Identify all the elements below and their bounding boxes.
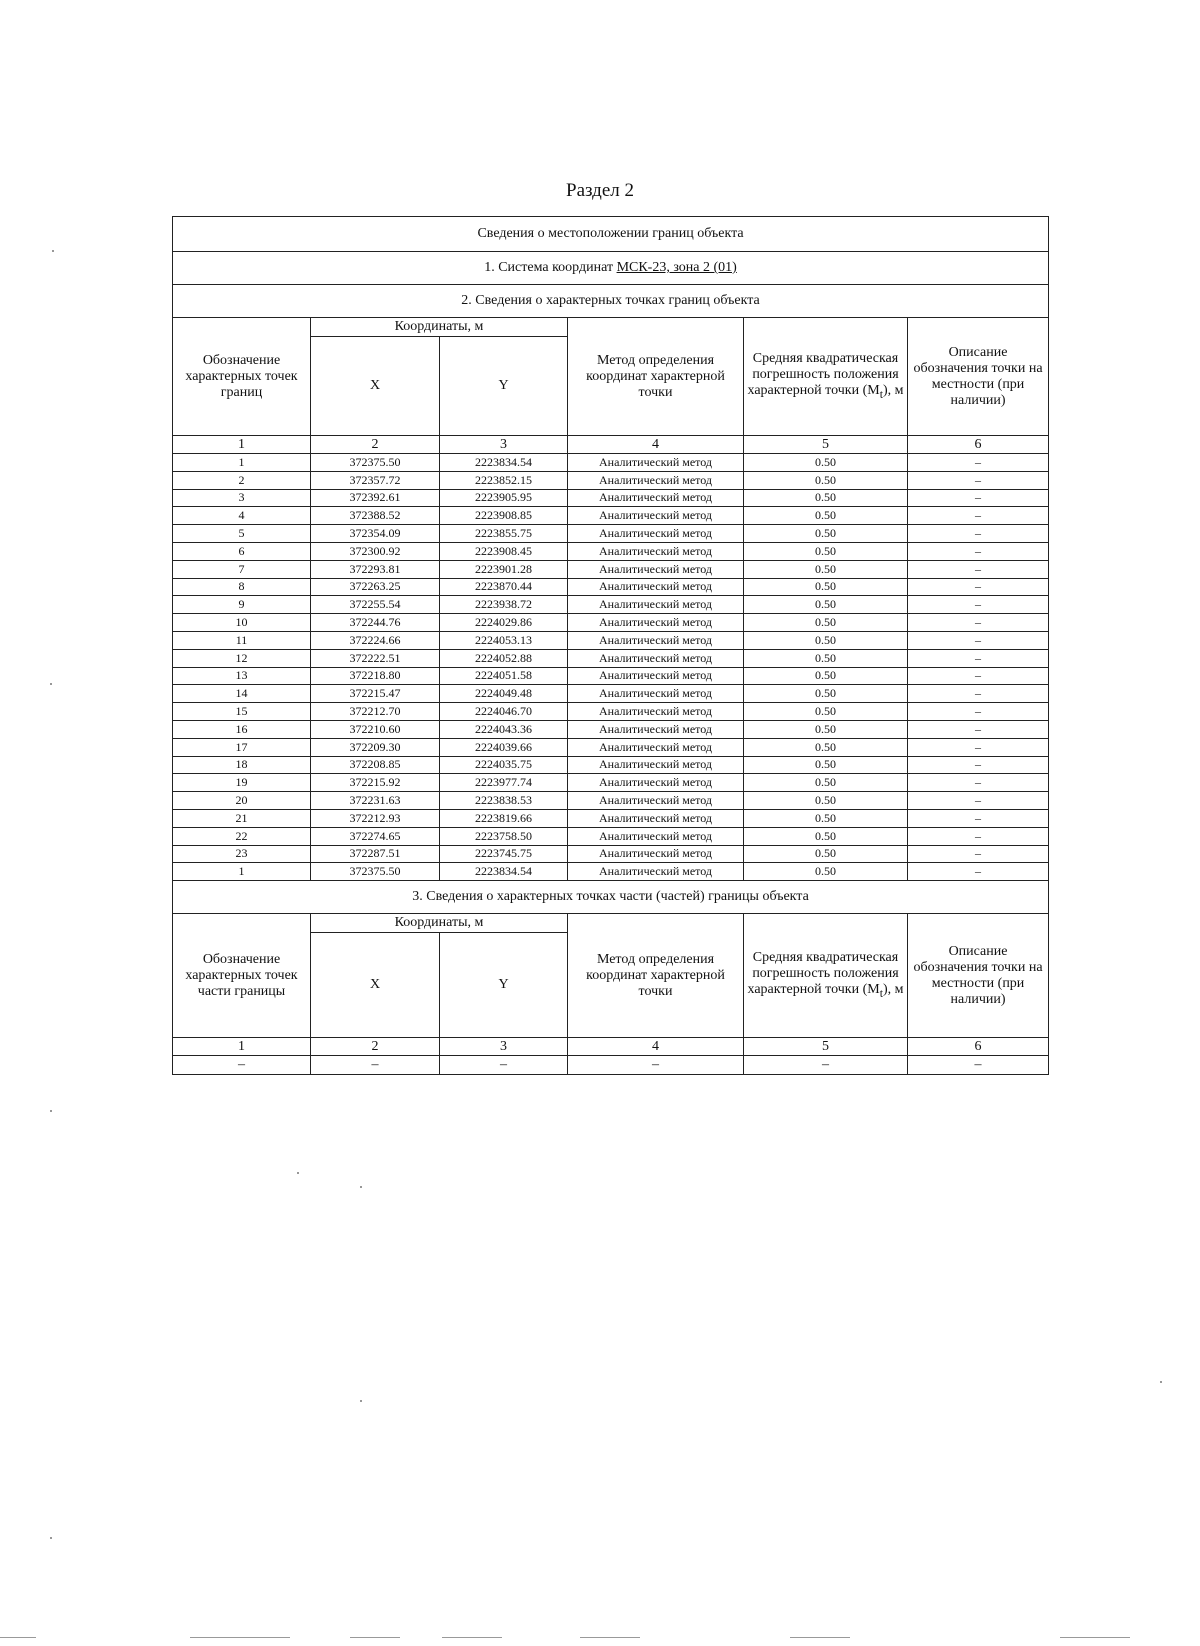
section3-title: 3. Сведения о характерных точках части (частей) границы объекта [173, 881, 1049, 914]
description-cell: – [908, 809, 1049, 827]
table-row [173, 542, 1049, 560]
table-row [173, 738, 1049, 756]
method-cell: Аналитический метод [568, 720, 744, 738]
point-number-cell: 1 [173, 454, 311, 472]
table-row [173, 614, 1049, 632]
error-cell: 0.50 [744, 454, 908, 472]
x-cell: 372375.50 [311, 454, 440, 472]
description-cell: – [908, 845, 1049, 863]
point-number-cell: 5 [173, 525, 311, 543]
table-row [173, 1056, 1049, 1075]
point-number-cell: 20 [173, 792, 311, 810]
table-row [173, 703, 1049, 721]
column-number: 2 [311, 1038, 440, 1056]
description-cell: – [908, 525, 1049, 543]
error-cell: 0.50 [744, 756, 908, 774]
x-cell: 372255.54 [311, 596, 440, 614]
error-cell: 0.50 [744, 649, 908, 667]
header-method: Метод определения координат характерной точки [568, 318, 744, 436]
y-cell: 2224049.48 [440, 685, 568, 703]
x-cell: 372375.50 [311, 863, 440, 881]
column-number: 5 [744, 436, 908, 454]
table-row [173, 667, 1049, 685]
column-number: 5 [744, 1038, 908, 1056]
column-number: 3 [440, 436, 568, 454]
description-cell: – [908, 756, 1049, 774]
method-cell: Аналитический метод [568, 542, 744, 560]
point-number-cell: 12 [173, 649, 311, 667]
description-cell: – [908, 631, 1049, 649]
point-number-cell: 14 [173, 685, 311, 703]
method-cell: Аналитический метод [568, 507, 744, 525]
y-cell: 2223905.95 [440, 489, 568, 507]
error-cell: 0.50 [744, 863, 908, 881]
table-row [173, 863, 1049, 881]
y-cell: 2224043.36 [440, 720, 568, 738]
table-row [173, 792, 1049, 810]
method-cell: Аналитический метод [568, 649, 744, 667]
y-cell: 2224051.58 [440, 667, 568, 685]
column-number: 2 [311, 436, 440, 454]
description-cell: – [908, 827, 1049, 845]
point-number-cell: 19 [173, 774, 311, 792]
scan-edge-mark [790, 1637, 850, 1638]
column-number: 6 [908, 436, 1049, 454]
error-cell: 0.50 [744, 525, 908, 543]
x-cell: 372218.80 [311, 667, 440, 685]
y-cell: 2223745.75 [440, 845, 568, 863]
header-error: Средняя квадратическая погрешность положения характерной точки $(M_t)$, м [744, 318, 908, 436]
x-cell: 372222.51 [311, 649, 440, 667]
description-cell: – [908, 792, 1049, 810]
error-cell: 0.50 [744, 471, 908, 489]
description-cell: – [908, 542, 1049, 560]
page-title: Раздел 2 [566, 180, 634, 201]
method-cell: Аналитический метод [568, 614, 744, 632]
point-number-cell: 4 [173, 507, 311, 525]
coord-system-row [173, 252, 1049, 285]
x-cell: 372208.85 [311, 756, 440, 774]
x-cell: 372212.70 [311, 703, 440, 721]
scan-edge-mark [190, 1637, 290, 1638]
error-cell: 0.50 [744, 827, 908, 845]
error-cell: 0.50 [744, 738, 908, 756]
x-cell: 372215.92 [311, 774, 440, 792]
point-number-cell: 15 [173, 703, 311, 721]
header-y: Y [440, 337, 568, 436]
y-cell: 2223834.54 [440, 863, 568, 881]
method-cell: Аналитический метод [568, 560, 744, 578]
method-cell: Аналитический метод [568, 792, 744, 810]
method-cell: Аналитический метод [568, 738, 744, 756]
method-cell: Аналитический метод [568, 685, 744, 703]
point-number-cell: 9 [173, 596, 311, 614]
description-cell: – [908, 685, 1049, 703]
header-designation: Обозначение характерных точек части границы [173, 914, 311, 1038]
x-cell: 372215.47 [311, 685, 440, 703]
table-row [173, 720, 1049, 738]
method-cell: Аналитический метод [568, 756, 744, 774]
scan-speck [360, 1400, 362, 1402]
description-cell: – [908, 1056, 1049, 1075]
description-cell: – [908, 578, 1049, 596]
point-number-cell: 10 [173, 614, 311, 632]
x-cell: 372263.25 [311, 578, 440, 596]
x-cell: 372388.52 [311, 507, 440, 525]
error-cell: 0.50 [744, 507, 908, 525]
point-number-cell: 18 [173, 756, 311, 774]
description-cell: – [908, 774, 1049, 792]
scan-speck [50, 1110, 52, 1112]
point-number-cell: 13 [173, 667, 311, 685]
table-row [173, 507, 1049, 525]
point-number-cell: 17 [173, 738, 311, 756]
scan-speck [360, 1186, 362, 1188]
description-cell: – [908, 471, 1049, 489]
error-cell: 0.50 [744, 667, 908, 685]
description-cell: – [908, 507, 1049, 525]
error-cell: 0.50 [744, 703, 908, 721]
column-number-row [173, 436, 1049, 454]
method-cell: Аналитический метод [568, 471, 744, 489]
header-coords: Координаты, м [311, 914, 568, 933]
table-row [173, 596, 1049, 614]
y-cell: 2223870.44 [440, 578, 568, 596]
error-cell: 0.50 [744, 720, 908, 738]
method-cell: Аналитический метод [568, 827, 744, 845]
y-cell: – [440, 1056, 568, 1075]
point-number-cell: 22 [173, 827, 311, 845]
error-cell: 0.50 [744, 809, 908, 827]
table-title: Сведения о местоположении границ объекта [173, 217, 1049, 252]
description-cell: – [908, 614, 1049, 632]
table-row [173, 774, 1049, 792]
x-cell: 372231.63 [311, 792, 440, 810]
scan-edge-mark [1060, 1637, 1130, 1638]
y-cell: 2223901.28 [440, 560, 568, 578]
column-number: 4 [568, 436, 744, 454]
method-cell: Аналитический метод [568, 489, 744, 507]
point-number-cell: 21 [173, 809, 311, 827]
coord-system-prefix: 1. Система координат [484, 260, 617, 275]
x-cell: 372212.93 [311, 809, 440, 827]
header-method: Метод определения координат характерной точки [568, 914, 744, 1038]
point-number-cell: 2 [173, 471, 311, 489]
description-cell: – [908, 738, 1049, 756]
y-cell: 2224046.70 [440, 703, 568, 721]
method-cell: – [568, 1056, 744, 1075]
header-coords: Координаты, м [311, 318, 568, 337]
error-cell: 0.50 [744, 631, 908, 649]
method-cell: Аналитический метод [568, 454, 744, 472]
section2-title: 2. Сведения о характерных точках границ объекта [173, 285, 1049, 318]
scan-edge-mark [580, 1637, 640, 1638]
coord-system-value: МСК-23, зона 2 (01) [616, 260, 737, 275]
method-cell: Аналитический метод [568, 596, 744, 614]
y-cell: 2223838.53 [440, 792, 568, 810]
x-cell: 372357.72 [311, 471, 440, 489]
column-number: 6 [908, 1038, 1049, 1056]
column-number: 3 [440, 1038, 568, 1056]
scan-edge-mark [0, 1637, 36, 1638]
y-cell: 2223758.50 [440, 827, 568, 845]
table-row [173, 560, 1049, 578]
scan-edge-mark [350, 1637, 400, 1638]
x-cell: 372210.60 [311, 720, 440, 738]
error-cell: 0.50 [744, 560, 908, 578]
y-cell: 2223908.45 [440, 542, 568, 560]
column-number: 1 [173, 436, 311, 454]
method-cell: Аналитический метод [568, 845, 744, 863]
error-cell: 0.50 [744, 578, 908, 596]
method-cell: Аналитический метод [568, 631, 744, 649]
point-number-cell: 7 [173, 560, 311, 578]
header-designation: Обозначение характерных точек границ [173, 318, 311, 436]
description-cell: – [908, 596, 1049, 614]
x-cell: 372392.61 [311, 489, 440, 507]
y-cell: 2223977.74 [440, 774, 568, 792]
column-number-row [173, 1038, 1049, 1056]
column-number: 1 [173, 1038, 311, 1056]
y-cell: 2224029.86 [440, 614, 568, 632]
point-number-cell: 8 [173, 578, 311, 596]
method-cell: Аналитический метод [568, 667, 744, 685]
error-cell: 0.50 [744, 685, 908, 703]
table-row [173, 845, 1049, 863]
table-row [173, 525, 1049, 543]
scan-speck [297, 1172, 299, 1174]
table-row [173, 809, 1049, 827]
method-cell: Аналитический метод [568, 703, 744, 721]
table-row [173, 756, 1049, 774]
method-cell: Аналитический метод [568, 863, 744, 881]
error-cell: 0.50 [744, 614, 908, 632]
header-description: Описание обозначения точки на местности (при наличии) [908, 318, 1049, 436]
y-cell: 2224052.88 [440, 649, 568, 667]
point-number-cell: 16 [173, 720, 311, 738]
x-cell: 372293.81 [311, 560, 440, 578]
y-cell: 2223819.66 [440, 809, 568, 827]
x-cell: 372244.76 [311, 614, 440, 632]
y-cell: 2224035.75 [440, 756, 568, 774]
x-cell: 372287.51 [311, 845, 440, 863]
description-cell: – [908, 720, 1049, 738]
scan-speck [50, 1537, 52, 1539]
table-row [173, 471, 1049, 489]
error-cell: 0.50 [744, 792, 908, 810]
column-number: 4 [568, 1038, 744, 1056]
scan-speck [1160, 1381, 1162, 1383]
method-cell: Аналитический метод [568, 774, 744, 792]
point-number-cell: 11 [173, 631, 311, 649]
point-number-cell: 6 [173, 542, 311, 560]
scan-edge-mark [442, 1637, 502, 1638]
header-description: Описание обозначения точки на местности (при наличии) [908, 914, 1049, 1038]
header-y: Y [440, 933, 568, 1038]
table-row [173, 489, 1049, 507]
description-cell: – [908, 489, 1049, 507]
x-cell: 372300.92 [311, 542, 440, 560]
error-cell: – [744, 1056, 908, 1075]
y-cell: 2224039.66 [440, 738, 568, 756]
y-cell: 2223852.15 [440, 471, 568, 489]
scan-speck [52, 250, 54, 252]
method-cell: Аналитический метод [568, 809, 744, 827]
table-row [173, 827, 1049, 845]
x-cell: 372354.09 [311, 525, 440, 543]
error-cell: 0.50 [744, 845, 908, 863]
point-number-cell: 3 [173, 489, 311, 507]
method-cell: Аналитический метод [568, 578, 744, 596]
description-cell: – [908, 667, 1049, 685]
error-cell: 0.50 [744, 542, 908, 560]
y-cell: 2223834.54 [440, 454, 568, 472]
table-row [173, 685, 1049, 703]
table-row [173, 454, 1049, 472]
table-row [173, 649, 1049, 667]
y-cell: 2223908.85 [440, 507, 568, 525]
boundary-table [172, 216, 1049, 1075]
table-row [173, 631, 1049, 649]
error-cell: 0.50 [744, 774, 908, 792]
x-cell: 372274.65 [311, 827, 440, 845]
point-number-cell: 23 [173, 845, 311, 863]
point-number-cell: 1 [173, 863, 311, 881]
x-cell: 372209.30 [311, 738, 440, 756]
description-cell: – [908, 454, 1049, 472]
description-cell: – [908, 560, 1049, 578]
x-cell: 372224.66 [311, 631, 440, 649]
description-cell: – [908, 649, 1049, 667]
x-cell: – [311, 1056, 440, 1075]
y-cell: 2223855.75 [440, 525, 568, 543]
description-cell: – [908, 703, 1049, 721]
y-cell: 2223938.72 [440, 596, 568, 614]
header-error: Средняя квадратическая погрешность положения характерной точки $(M_t)$, м [744, 914, 908, 1038]
method-cell: Аналитический метод [568, 525, 744, 543]
error-cell: 0.50 [744, 489, 908, 507]
table-row [173, 578, 1049, 596]
header-x: X [311, 933, 440, 1038]
point-number-cell: – [173, 1056, 311, 1075]
description-cell: – [908, 863, 1049, 881]
y-cell: 2224053.13 [440, 631, 568, 649]
error-cell: 0.50 [744, 596, 908, 614]
header-x: X [311, 337, 440, 436]
scan-speck [50, 683, 52, 685]
